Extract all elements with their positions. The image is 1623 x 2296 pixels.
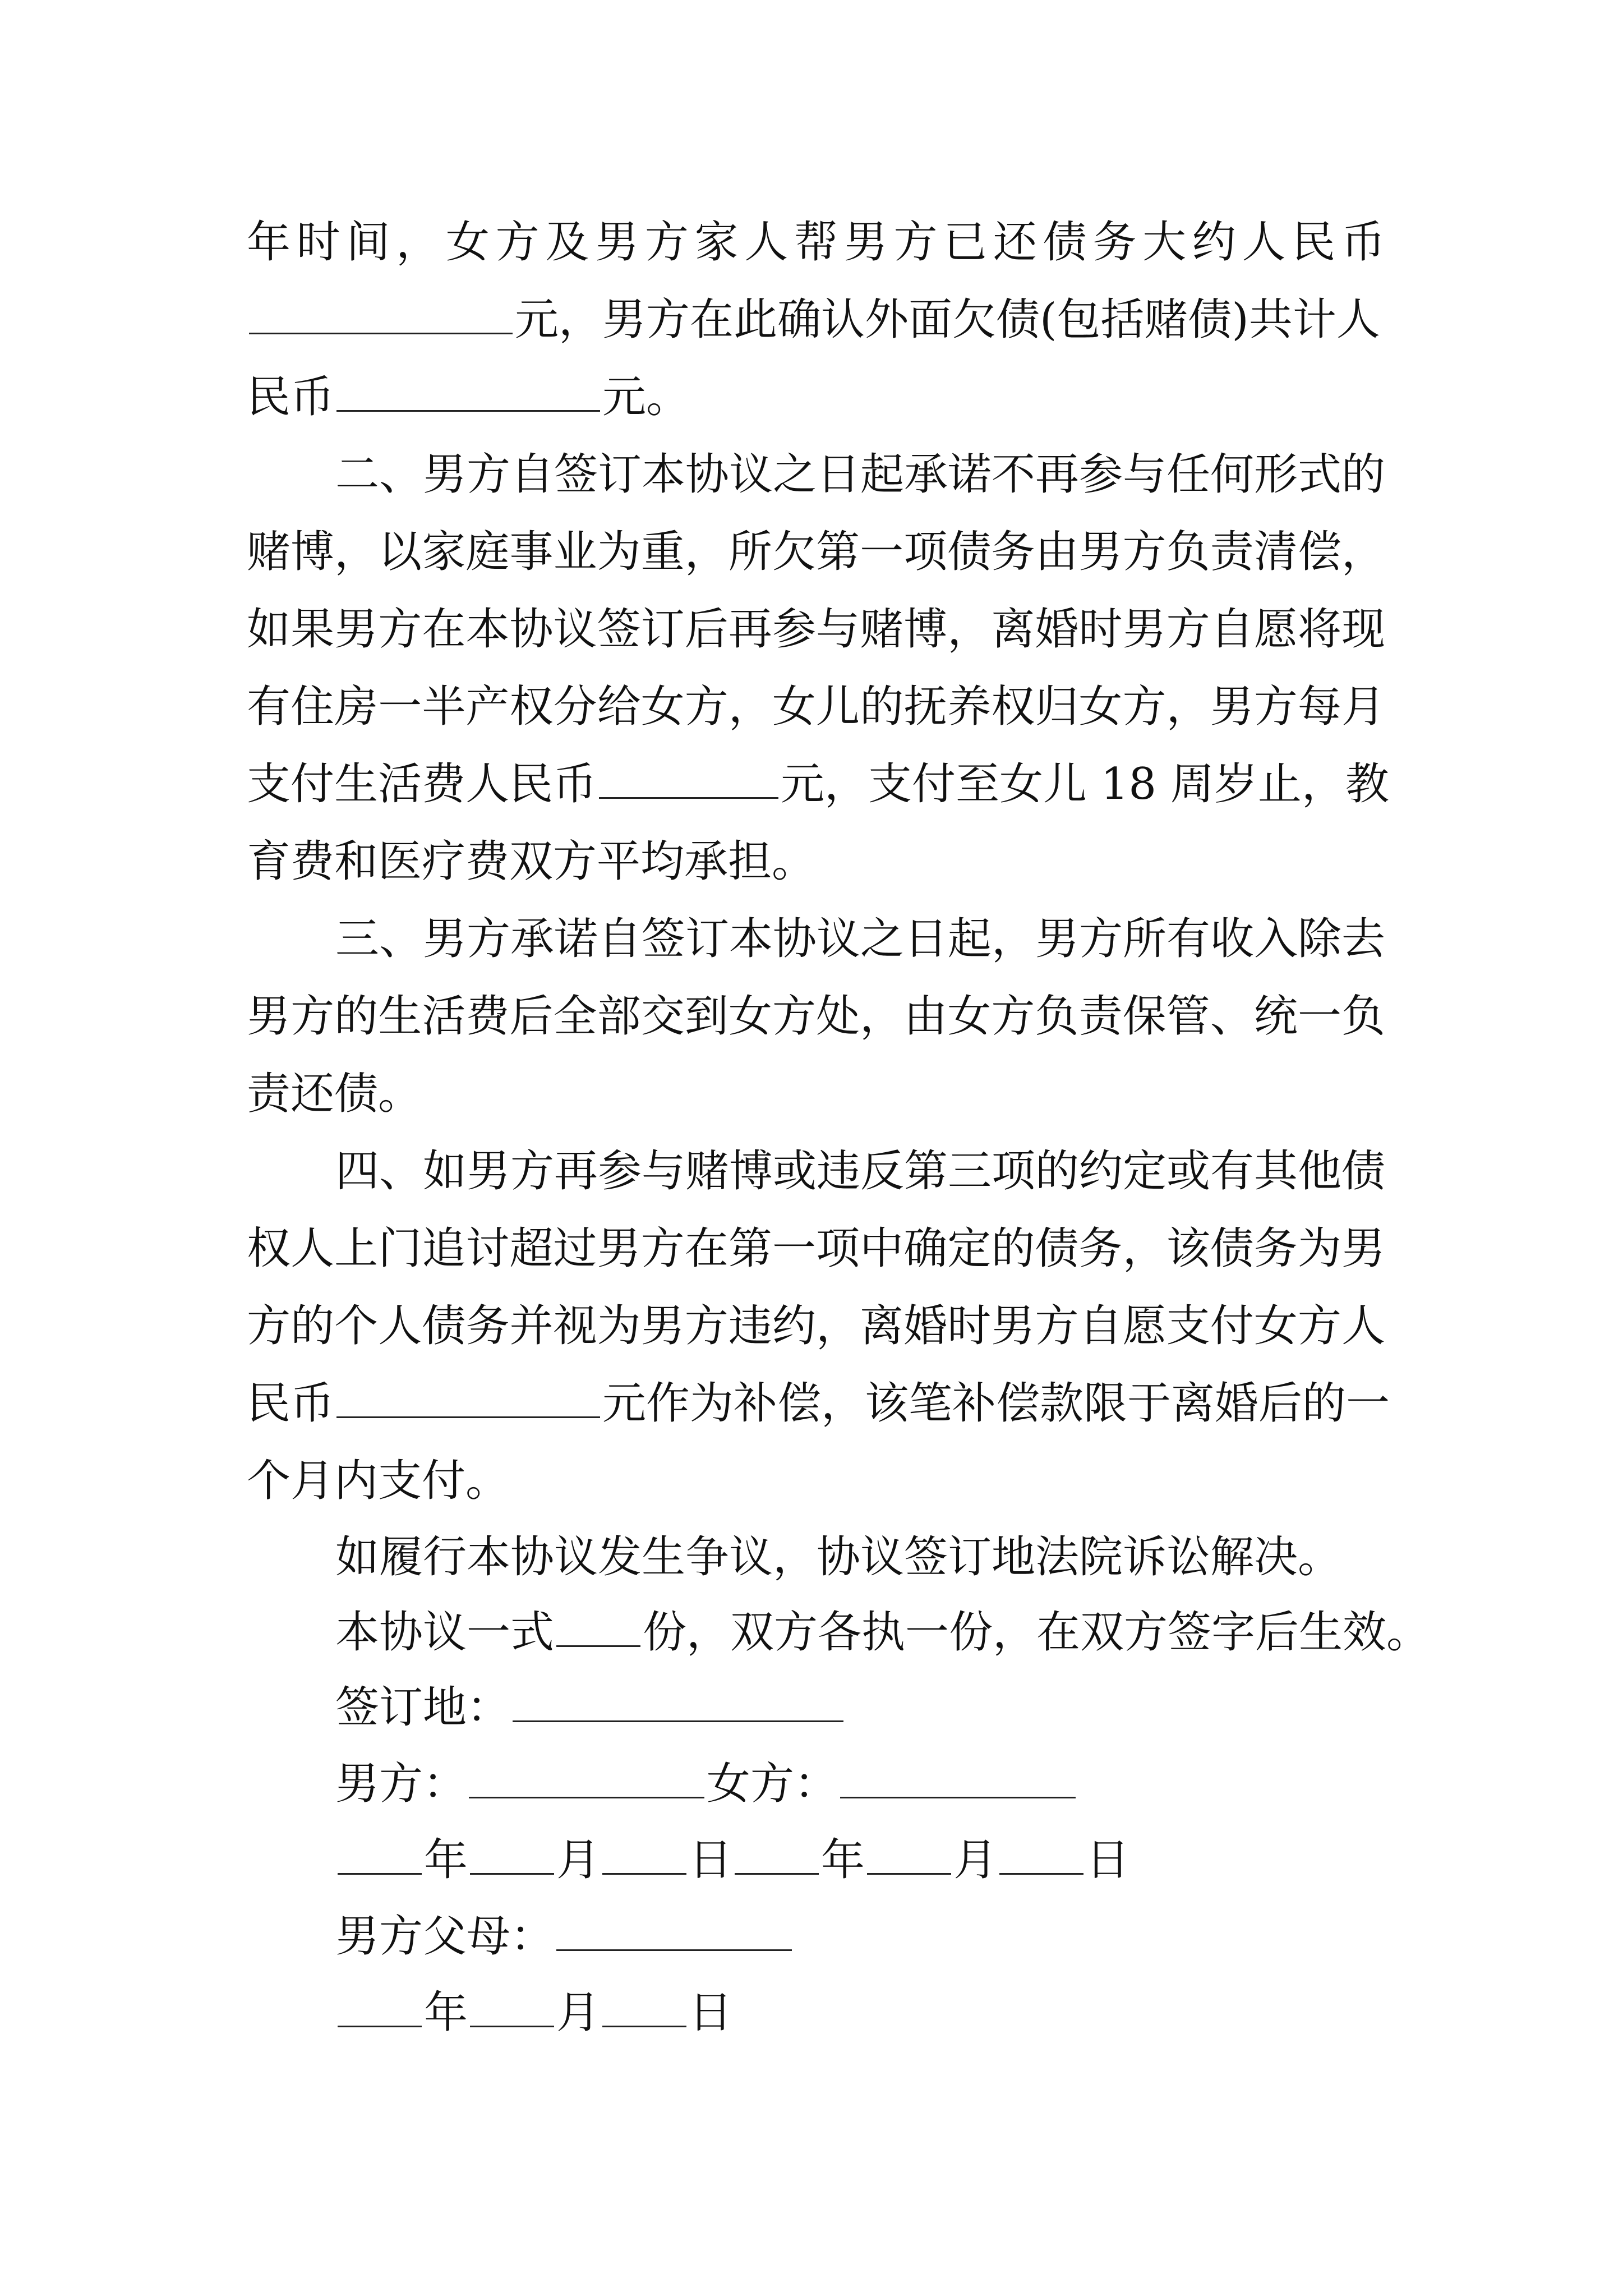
paragraph-4-line-3 [247, 1287, 1385, 1365]
text: 支付生活费人民币 [247, 759, 597, 809]
text: 日 [1086, 1835, 1130, 1885]
paragraph-2-line-5 [247, 745, 1389, 823]
paragraph-1-line-2 [247, 280, 1385, 359]
text: 月 [556, 1835, 601, 1885]
parents-signature [335, 1897, 1385, 1976]
parents-signature-blank[interactable] [556, 1912, 792, 1951]
paragraph-2-line-2 [247, 513, 1385, 591]
day-blank[interactable] [602, 1836, 686, 1875]
day-blank[interactable] [602, 1989, 686, 2027]
paragraph-2-line-3 [247, 590, 1385, 669]
male-signature-blank[interactable] [469, 1760, 704, 1798]
text: 年 [424, 1835, 468, 1885]
text: 元作为补偿，该笔补偿款限于离婚后的一 [602, 1378, 1390, 1429]
dispute-clause [335, 1518, 1385, 1596]
text: 年 [821, 1835, 865, 1885]
text: 月 [556, 1987, 601, 2038]
text: 有住房一半产权分给女方，女儿的抚养权归女方，男方每月 [247, 682, 1385, 732]
year-blank[interactable] [735, 1836, 819, 1875]
text: 三、男方承诺自签订本协议之日起，男方所有收入除去 [335, 914, 1386, 964]
paragraph-2-line-1 [335, 435, 1385, 514]
paragraph-4-line-4 [247, 1364, 1390, 1443]
paragraph-2-line-4 [247, 668, 1385, 746]
paragraph-3-line-2 [247, 977, 1385, 1056]
text: 四、如男方再参与赌博或违反第三项的约定或有其他债 [335, 1146, 1386, 1197]
text: 男方的生活费后全部交到女方处，由女方负责保管、统一负 [247, 991, 1385, 1042]
text: 方的个人债务并视为男方违约，离婚时男方自愿支付女方人 [247, 1301, 1385, 1351]
copies-count-blank[interactable] [556, 1608, 640, 1647]
text: 日 [689, 1835, 733, 1885]
amount-blank[interactable] [249, 296, 513, 334]
parents-label: 男方父母： [335, 1911, 555, 1962]
month-blank[interactable] [470, 1836, 554, 1875]
text: 本协议一式 [335, 1607, 555, 1658]
text: 如履行本协议发生争议，协议签订地法院诉讼解决。 [335, 1532, 1342, 1582]
day-blank[interactable] [999, 1836, 1083, 1875]
amount-blank[interactable] [336, 373, 600, 412]
male-party-label: 男方： [335, 1759, 467, 1809]
amount-blank[interactable] [336, 1379, 600, 1418]
text: 权人上门追讨超过男方在第一项中确定的债务，该债务为男 [247, 1223, 1385, 1274]
female-party-label: 女方： [707, 1759, 838, 1809]
text: 日 [689, 1987, 733, 2038]
text: 元，男方在此确认外面欠债(包括赌债)共计人 [515, 295, 1380, 345]
signing-place-label: 签订地： [335, 1682, 511, 1733]
parents-date [335, 1973, 1385, 2052]
text: 责还债。 [247, 1069, 422, 1119]
paragraph-3-line-1 [335, 900, 1385, 978]
paragraph-1-line-3 [247, 358, 1385, 436]
paragraph-4-line-2 [247, 1209, 1385, 1288]
text: 元。 [602, 372, 690, 422]
paragraph-1-line-1 [247, 203, 1385, 282]
female-signature-blank[interactable] [840, 1760, 1076, 1798]
signing-place [335, 1668, 1385, 1747]
year-blank[interactable] [338, 1836, 422, 1875]
month-blank[interactable] [470, 1989, 554, 2027]
text: 月 [953, 1835, 998, 1885]
agreement-page [247, 0, 1431, 2296]
text: 如果男方在本协议签订后再参与赌博，离婚时男方自愿将现 [247, 604, 1385, 655]
text: 份，双方各执一份，在双方签字后生效。 [643, 1607, 1431, 1658]
amount-blank[interactable] [599, 760, 778, 799]
month-blank[interactable] [867, 1836, 951, 1875]
paragraph-4-line-1 [335, 1132, 1385, 1211]
parties-signature [335, 1745, 1385, 1823]
text: 赌博，以家庭事业为重，所欠第一项债务由男方负责清偿， [247, 527, 1385, 577]
text: 元，支付至女儿 18 周岁止，教 [781, 759, 1389, 809]
text: 年 [424, 1987, 468, 2038]
paragraph-3-line-3 [247, 1055, 1385, 1133]
text: 育费和医疗费双方平均承担。 [247, 836, 816, 887]
signing-place-blank[interactable] [513, 1683, 843, 1722]
text: 民币 [247, 1378, 335, 1429]
text: 二、男方自签订本协议之日起承诺不再参与任何形式的 [335, 449, 1386, 500]
year-blank[interactable] [338, 1989, 422, 2027]
text: 民币 [247, 372, 335, 422]
paragraph-4-line-5 [247, 1442, 1385, 1520]
copies-clause [335, 1593, 1431, 1672]
paragraph-2-line-6 [247, 822, 1385, 901]
parties-date [335, 1821, 1385, 1899]
text: 年时间，女方及男方家人帮男方已还债务大约人民币 [247, 217, 1385, 268]
text: 个月内支付。 [247, 1456, 510, 1506]
